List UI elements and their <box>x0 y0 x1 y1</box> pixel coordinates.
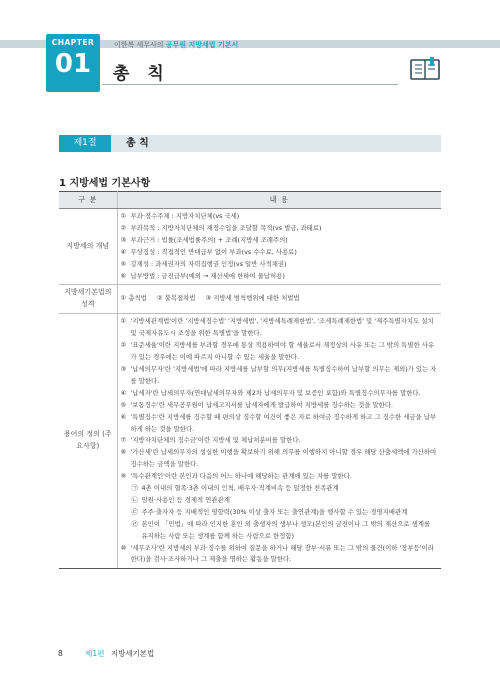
item-marker: ⑤ <box>120 259 127 268</box>
table-row <box>59 285 441 314</box>
list-item <box>121 235 439 247</box>
item-marker: ② <box>120 341 127 350</box>
item-text: 임원·사용인 등 경제적 연관관계 <box>141 495 230 504</box>
row-content <box>117 285 441 314</box>
item-marker: ③ <box>205 294 212 303</box>
column-header: 내 용 <box>117 192 441 209</box>
item-text: '납세자'란 납세의무자(연대납세의무자와 제2차 납세의무자 및 보증인 포함)와 특별징수의무자를 말한다. <box>130 388 421 397</box>
item-marker: ① <box>120 294 127 303</box>
list-item <box>121 259 439 271</box>
row-content <box>117 209 441 285</box>
list-item <box>121 271 439 283</box>
chapter-badge <box>46 34 100 92</box>
table-row <box>59 209 441 285</box>
item-text: '지방자치단체의 징수금'이란 지방세 및 체납처분비를 말한다. <box>130 436 301 445</box>
item-text: '보통징수'란 세무공무원이 납세고지서를 납세자에게 발급하여 지방세를 징수하는 것을 말한다. <box>130 400 394 409</box>
item-marker: ④ <box>120 247 127 256</box>
item-marker: ③ <box>120 235 127 244</box>
list-item <box>121 316 439 340</box>
page-footer <box>58 648 154 659</box>
item-marker: ⑨ <box>120 472 127 481</box>
list-item <box>121 211 439 223</box>
item-text: 강제성 : 과세권자의 자력집행권 인정(vs 일반 사적채권) <box>130 259 287 268</box>
item-text: '특수관계인'이란 본인과 다음의 어느 하나에 해당하는 관계에 있는 자를 말한다. <box>130 472 352 481</box>
item-text: 부과목적 : 지방자치단체의 재정수입을 조달할 목적(vs 벌금, 과태료) <box>130 223 322 232</box>
list-item <box>121 412 439 436</box>
row-label: 지방세기본법의 성격 <box>59 285 117 314</box>
item-text: '납세의무자'란 '지방세법'에 따라 지방세를 납부할 의무(지방세를 특별징수하여 납부할 의무는 제외)가 있는 자를 말한다. <box>130 364 437 385</box>
item-marker: ④ <box>120 388 127 397</box>
item-text: 부과·징수주체 : 지방자치단체(vs 국세) <box>130 212 240 220</box>
list-item <box>121 294 147 302</box>
section-bar <box>59 135 441 152</box>
list-item <box>121 543 439 567</box>
item-text: 4촌 이내의 혈족·3촌 이내의 인척, 배우자·직계비속 등 일정한 친족관계 <box>141 484 339 493</box>
list-item <box>121 340 439 364</box>
title-divider <box>102 84 398 85</box>
page-number: 8 <box>58 649 63 658</box>
column-header: 구 분 <box>59 192 117 209</box>
list-item <box>121 495 439 507</box>
list-item <box>121 388 439 400</box>
list-item <box>121 519 439 543</box>
item-marker: ① <box>120 212 127 220</box>
overview-table <box>59 191 441 569</box>
item-text: 본인이 「민법」에 따라 인지한 혼인 외 출생자의 생부나 생모(본인의 금전이나 그 밖의 재산으로 생계를 유지하는 사람 또는 생계를 함께 하는 사람으로 한정함) <box>141 519 431 540</box>
chapter-number: 01 <box>54 49 92 79</box>
part-label: 제1편 <box>85 649 105 658</box>
section-title: 총 칙 <box>126 138 149 149</box>
item-text: '지방세관계법'이란 '지방세징수법' '지방세법', '지방세특례제한법', '조세특례제한법' 및 '제주특별자치도 설치 및 국제자유도시 조성을 위한 특별법'을 말한다. <box>130 317 434 338</box>
item-marker: ⑧ <box>120 448 127 457</box>
list-item <box>121 223 439 235</box>
item-text: 총칙법 <box>128 294 147 303</box>
item-text: 납부방법 : 금전급부(예외 → 재산세에 한하여 물납허용) <box>130 271 285 280</box>
item-text: 불복절차법 <box>164 294 196 303</box>
item-marker: ㉢ <box>131 507 138 516</box>
row-label: 용어의 정의 (주요사항) <box>59 314 117 569</box>
list-item <box>121 471 439 483</box>
item-marker: ② <box>120 223 127 232</box>
item-text: '가산세'란 납세의무자의 성실한 이행을 확보하기 위해 의무를 이행하지 아니할 경우 해당 산출세액에 가산하여 징수하는 금액을 말한다. <box>130 448 437 469</box>
chapter-label: CHAPTER <box>51 38 95 47</box>
item-marker: ㉡ <box>131 495 138 504</box>
item-text: 주주·출자자 등 지배적인 영향력(30% 이상 출자 또는 출연관계)을 행사할 수 있는 경영지배관계 <box>141 507 408 516</box>
item-marker: ㉣ <box>131 519 138 528</box>
row-content <box>117 314 441 569</box>
book-icon <box>409 57 441 81</box>
item-text: '표준세율'이란 지방세를 부과할 경우에 통상 적용하여야 할 세율로서 재정상의 사유 또는 그 밖의 특별한 사유가 있는 경우에는 이에 따르지 아니할 수 있는 세율을 말한다. <box>130 341 435 362</box>
subtitle-highlight: 공무원 지방세법 기본서 <box>165 41 239 49</box>
item-text: 지방세 범칙행위에 대한 처벌법 <box>213 294 300 303</box>
subtitle-prefix: 이한복 세무사의 <box>114 41 164 49</box>
item-marker: ③ <box>120 364 127 373</box>
item-text: '특별징수'란 지방세를 징수할 때 편의상 징수할 여건이 좋은 자로 하여금 징수하게 하고 그 징수한 세금을 납부하게 하는 것을 말한다. <box>130 412 437 433</box>
item-marker: ② <box>156 294 163 303</box>
list-item <box>121 435 439 447</box>
book-subtitle <box>114 40 238 50</box>
row-label: 지방세의 개념 <box>59 209 117 285</box>
table-row <box>59 314 441 569</box>
chapter-title: 총 칙 <box>113 64 170 84</box>
item-marker: ① <box>120 317 127 326</box>
item-marker: ⑩ <box>120 543 127 552</box>
item-text: 부과근거 : 법률(조세법률주의) + 조례(지방세 조례주의) <box>130 235 288 244</box>
list-item <box>205 294 299 302</box>
table-header-row <box>59 192 441 209</box>
list-item <box>121 447 439 471</box>
item-marker: ⑦ <box>120 436 127 445</box>
section-tag: 제1절 <box>59 135 111 152</box>
item-text: '세무조사'란 지방세의 부과·징수를 위하여 질문을 하거나 해당 장부·서류 또는 그 밖의 물건(이하 '장부등'이라 한다)을 검사·조사하거나 그 제출을 명하는 활동을 말한다. <box>130 543 434 564</box>
list-item <box>157 294 196 302</box>
part-title: 지방세기본법 <box>110 649 155 658</box>
item-marker: ⑥ <box>120 412 127 421</box>
item-marker: ⑤ <box>120 400 127 409</box>
item-marker: ㉠ <box>131 484 138 493</box>
list-item <box>121 507 439 519</box>
list-item <box>121 483 439 495</box>
item-marker: ⑥ <box>120 271 127 280</box>
subsection-heading: 1 지방세법 기본사항 <box>59 178 151 189</box>
list-item <box>121 364 439 388</box>
item-text: 무상징성 : 직접적인 반대급부 없이 부과(vs 수수료, 사용료) <box>130 247 297 256</box>
list-item <box>121 400 439 412</box>
list-item <box>121 247 439 259</box>
